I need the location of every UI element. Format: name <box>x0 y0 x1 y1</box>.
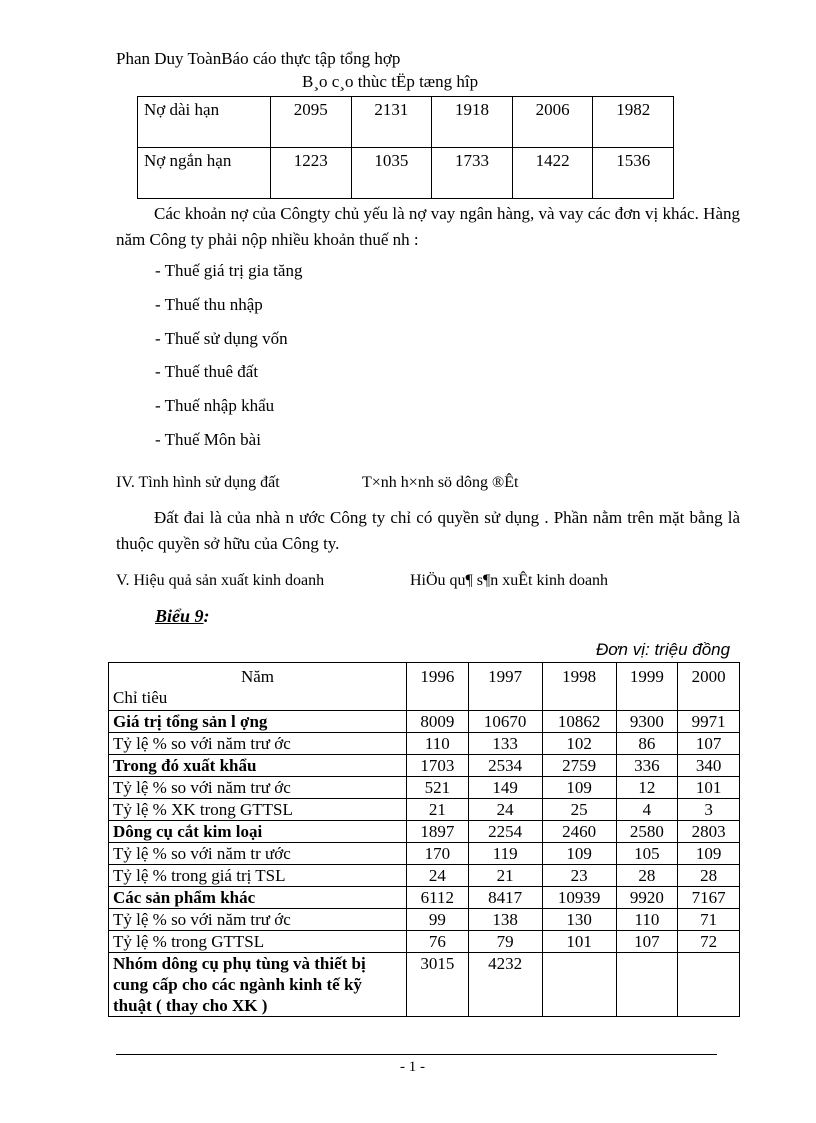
value-cell: 109 <box>542 843 616 865</box>
row-label-cell: Tỷ lệ % so với năm trư ớc <box>109 909 407 931</box>
table-row <box>109 953 740 1017</box>
table-header-row <box>109 663 740 711</box>
debt-value-cell: 1035 <box>351 148 432 199</box>
value-cell <box>678 953 740 1017</box>
table-row <box>109 931 740 953</box>
table-row <box>109 711 740 733</box>
row-label-cell: Tỷ lệ % so với năm tr ước <box>109 843 407 865</box>
row-label-cell: Tỷ lệ % so với năm trư ớc <box>109 777 407 799</box>
value-cell: 79 <box>468 931 542 953</box>
value-cell: 10670 <box>468 711 542 733</box>
header-indicator-label: Chỉ tiêu <box>113 688 168 707</box>
value-cell: 138 <box>468 909 542 931</box>
value-cell: 2803 <box>678 821 740 843</box>
table-row <box>109 909 740 931</box>
value-cell: 110 <box>407 733 469 755</box>
tax-item: - Thuế Môn bài <box>155 430 261 449</box>
value-cell: 101 <box>542 931 616 953</box>
debt-row <box>138 97 674 148</box>
value-cell: 3015 <box>407 953 469 1017</box>
section-business-heading <box>116 572 609 590</box>
value-cell: 101 <box>678 777 740 799</box>
debt-paragraph: Các khoản nợ của Côngty chủ yếu là nợ vay ngân hàng, và vay các đơn vị khác. Hàng năm Công ty phải nộp nhiều khoản thuế nh : <box>116 204 740 249</box>
value-cell: 340 <box>678 755 740 777</box>
tax-item: - Thuế nhập khẩu <box>155 396 275 415</box>
tax-item: - Thuế sử dụng vốn <box>155 329 288 348</box>
debt-value-cell: 1982 <box>593 97 674 148</box>
value-cell: 170 <box>407 843 469 865</box>
table-row <box>109 865 740 887</box>
value-cell: 6112 <box>407 887 469 909</box>
section-land-heading <box>116 474 519 492</box>
row-label-cell: Giá trị tổng sản l ợng <box>109 711 407 733</box>
table-row <box>109 843 740 865</box>
value-cell: 9300 <box>616 711 678 733</box>
year-header: 2000 <box>678 663 740 711</box>
debt-value-cell: 1223 <box>271 148 352 199</box>
debt-value-cell: 2131 <box>351 97 432 148</box>
debt-value-cell: 1733 <box>432 148 513 199</box>
table-row <box>109 799 740 821</box>
value-cell: 76 <box>407 931 469 953</box>
value-cell <box>616 953 678 1017</box>
row-label-cell: Dông cụ cắt kim loại <box>109 821 407 843</box>
year-header: 1997 <box>468 663 542 711</box>
value-cell: 25 <box>542 799 616 821</box>
value-cell: 1703 <box>407 755 469 777</box>
row-label-cell: Các sản phẩm khác <box>109 887 407 909</box>
value-cell: 107 <box>616 931 678 953</box>
chart-label-colon: : <box>203 606 210 626</box>
chart-label-text: Biểu 9 <box>155 606 204 626</box>
debt-label-cell: Nợ dài hạn <box>138 97 271 148</box>
value-cell: 102 <box>542 733 616 755</box>
value-cell: 336 <box>616 755 678 777</box>
value-cell: 521 <box>407 777 469 799</box>
value-cell: 86 <box>616 733 678 755</box>
row-label-cell: Tỷ lệ % so với năm trư ớc <box>109 733 407 755</box>
chart-label <box>155 606 210 627</box>
debt-value-cell: 1536 <box>593 148 674 199</box>
page-header: Phan Duy ToànBáo cáo thực tập tổng hợp <box>116 49 401 68</box>
value-cell: 99 <box>407 909 469 931</box>
section-land-title: IV. Tình hình sử dụng đất <box>116 474 280 491</box>
value-cell: 71 <box>678 909 740 931</box>
year-header: 1998 <box>542 663 616 711</box>
value-cell: 24 <box>468 799 542 821</box>
row-label-cell: Trong đó xuất khẩu <box>109 755 407 777</box>
table-row <box>109 777 740 799</box>
debt-value-cell: 1918 <box>432 97 513 148</box>
row-label-cell: Tỷ lệ % trong giá trị TSL <box>109 865 407 887</box>
header-label-cell <box>109 663 407 711</box>
table-row <box>109 821 740 843</box>
value-cell: 24 <box>407 865 469 887</box>
value-cell: 10862 <box>542 711 616 733</box>
performance-table <box>108 662 740 1017</box>
debt-value-cell: 1422 <box>512 148 593 199</box>
row-label-cell: Nhóm dông cụ phụ tùng và thiết bị cung cấp cho các ngành kinh tế kỹ thuật ( thay cho XK ) <box>109 953 407 1017</box>
value-cell: 119 <box>468 843 542 865</box>
value-cell: 107 <box>678 733 740 755</box>
value-cell: 8417 <box>468 887 542 909</box>
value-cell: 4 <box>616 799 678 821</box>
value-cell: 109 <box>678 843 740 865</box>
value-cell: 2254 <box>468 821 542 843</box>
value-cell: 21 <box>407 799 469 821</box>
value-cell: 4232 <box>468 953 542 1017</box>
debt-label-cell: Nợ ngắn hạn <box>138 148 271 199</box>
value-cell: 12 <box>616 777 678 799</box>
value-cell: 8009 <box>407 711 469 733</box>
land-paragraph: Đất đai là của nhà n ước Công ty chỉ có quyền sử dụng . Phần nằm trên mặt bằng là thuộc quyền sở hữu của Công ty. <box>116 508 740 553</box>
section-business-title: V. Hiệu quả sản xuất kinh doanh <box>116 572 325 589</box>
value-cell: 1897 <box>407 821 469 843</box>
value-cell: 23 <box>542 865 616 887</box>
year-header: 1999 <box>616 663 678 711</box>
value-cell: 7167 <box>678 887 740 909</box>
year-header: 1996 <box>407 663 469 711</box>
tax-item: - Thuế thu nhập <box>155 295 263 314</box>
tax-item: - Thuế thuê đất <box>155 362 259 381</box>
value-cell: 2759 <box>542 755 616 777</box>
value-cell: 21 <box>468 865 542 887</box>
table-row <box>109 755 740 777</box>
value-cell <box>542 953 616 1017</box>
value-cell: 133 <box>468 733 542 755</box>
debt-value-cell: 2006 <box>512 97 593 148</box>
debt-value-cell: 2095 <box>271 97 352 148</box>
value-cell: 149 <box>468 777 542 799</box>
value-cell: 109 <box>542 777 616 799</box>
section-business-garbled: HiÖu qu¶ s¶n xuÊt kinh doanh <box>410 572 609 589</box>
value-cell: 3 <box>678 799 740 821</box>
row-label-cell: Tỷ lệ % trong GTTSL <box>109 931 407 953</box>
value-cell: 9971 <box>678 711 740 733</box>
value-cell: 28 <box>678 865 740 887</box>
footer-divider <box>116 1054 717 1055</box>
value-cell: 2460 <box>542 821 616 843</box>
value-cell: 2534 <box>468 755 542 777</box>
header-year-label: Năm <box>240 667 275 686</box>
value-cell: 130 <box>542 909 616 931</box>
value-cell: 2580 <box>616 821 678 843</box>
debt-table <box>137 96 674 199</box>
value-cell: 10939 <box>542 887 616 909</box>
section-land-garbled: T×nh h×nh sö dông ®Êt <box>362 474 519 491</box>
debt-row <box>138 148 674 199</box>
value-cell: 28 <box>616 865 678 887</box>
page-number: - 1 - <box>400 1059 425 1075</box>
table-row <box>109 887 740 909</box>
value-cell: 105 <box>616 843 678 865</box>
value-cell: 72 <box>678 931 740 953</box>
table-row <box>109 733 740 755</box>
garbled-header: B¸o c¸o thùc tËp tæng hîp <box>302 72 479 91</box>
unit-note: Đơn vị: triệu đồng <box>596 640 731 659</box>
row-label-cell: Tỷ lệ % XK trong GTTSL <box>109 799 407 821</box>
tax-item: - Thuế giá trị gia tăng <box>155 261 303 280</box>
value-cell: 110 <box>616 909 678 931</box>
value-cell: 9920 <box>616 887 678 909</box>
